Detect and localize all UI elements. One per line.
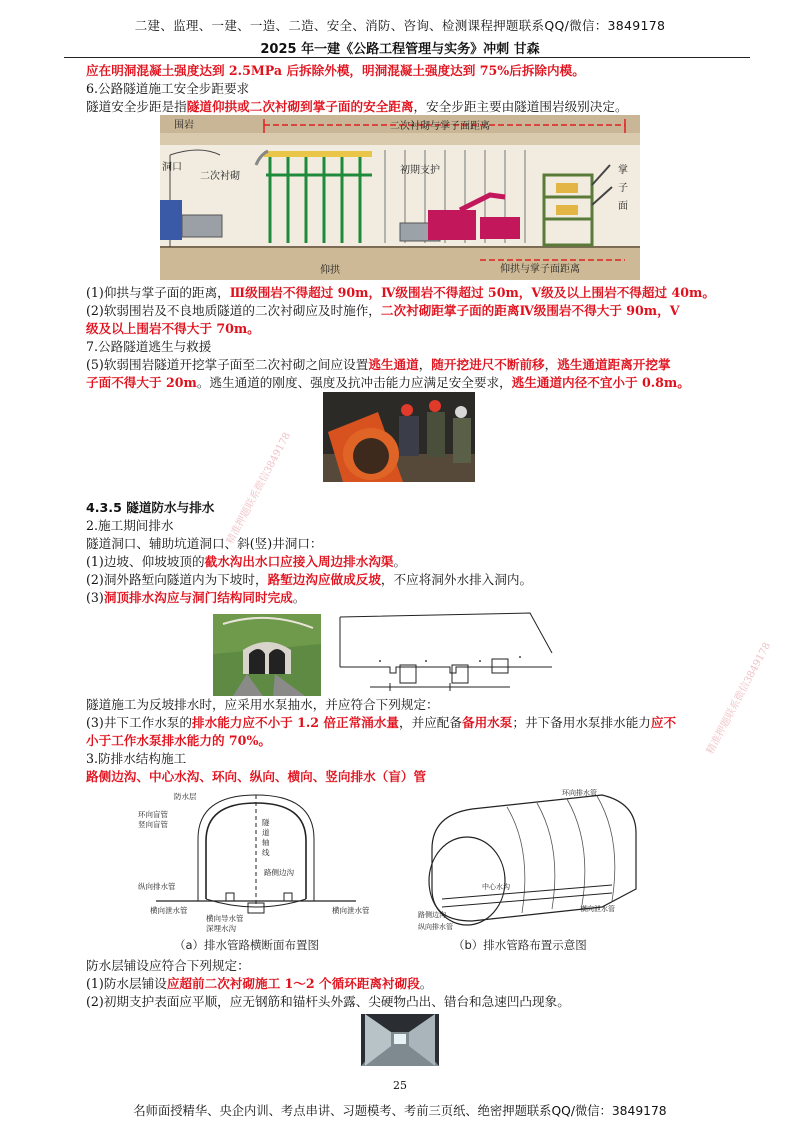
tunnel-portal-photo	[213, 614, 321, 696]
label-a-7: 横向导水管	[206, 914, 244, 923]
caption-a: （a）排水管路横断面布置图	[174, 938, 320, 952]
header-title: 2025 年一建《公路工程管理与实务》冲刺 甘森	[260, 42, 540, 57]
label-face-2: 子	[618, 183, 628, 194]
text-line-1: 应在明洞混凝土强度达到 2.5MPa 后拆除外模，明洞混凝土强度达到 75%后拆除内模。	[86, 63, 585, 78]
label-a-2: 竖向盲管	[138, 820, 168, 829]
label-a-5: 纵向排水管	[138, 882, 176, 891]
text-point-2: (2)软弱围岩及不良地质隧道的二次衬砌应及时施作，二次衬砌距掌子面的距离Ⅳ级围岩不得大于 90m，Ⅴ	[86, 303, 680, 318]
reverse-slope-drainage-diagram	[330, 607, 558, 699]
label-b-3: 纵向排水管	[418, 923, 453, 931]
text-pump-3: (3)井下工作水泵的排水能力应不小于 1.2 倍正常涌水量，并应配备备用水泵；井下备用水泵排水能力应不	[86, 715, 677, 730]
text-drain-1: (1)边坡、仰坡坡顶的截水沟出水口应接入周边排水沟渠。	[86, 554, 407, 569]
header-divider	[64, 57, 750, 58]
label-face-1: 掌	[618, 165, 628, 176]
label-a-9: 横向泄水管	[332, 906, 370, 915]
text-waterproof-rules: 防水层铺设应符合下列规定：	[86, 958, 250, 973]
text-drain-3: (3)洞顶排水沟应与洞门结构同时完成。	[86, 590, 306, 605]
label-secondary-lining: 二次衬砌	[200, 171, 240, 182]
watermark-2: 精准押题联系微信3849178	[704, 640, 774, 757]
label-wall-rock: 围岩	[174, 120, 194, 131]
text-portal-list: 隧道洞口、辅助坑道洞口、斜(竖)井洞口：	[86, 536, 323, 551]
footer-text: 名师面授精华、央企内训、考点串讲、习题模考、考前三页纸、绝密押题联系QQ/微信：3849178	[133, 1104, 667, 1118]
heading-construction-drainage: 2.施工期间排水	[86, 518, 174, 533]
text-drain-2: (2)洞外路堑向隧道内为下坡时，路堑边沟应做成反坡，不应将洞外水排入洞内。	[86, 572, 533, 587]
label-b-0: 环向排水管	[562, 789, 597, 797]
label-a-4: 路侧边沟	[264, 868, 294, 877]
label-primary-support: 初期支护	[400, 165, 440, 176]
label-a-3c: 轴	[262, 838, 270, 847]
label-a-0: 防水层	[174, 792, 197, 801]
tunnel-interior-photo	[361, 1014, 439, 1066]
text-drainage-pipes: 路侧边沟、中心水沟、环向、纵向、横向、竖向排水（盲）管	[86, 769, 427, 784]
label-a-3d: 线	[262, 848, 270, 857]
label-a-1: 环向盲管	[138, 810, 168, 819]
label-a-3: 隧	[262, 818, 270, 827]
drainage-3d-diagram	[412, 789, 642, 935]
label-b-2: 路侧边沟	[418, 911, 446, 919]
escape-pipe-photo	[323, 392, 475, 482]
label-a-8: 深埋水沟	[206, 924, 236, 933]
text-waterproof-2: (2)初期支护表面应平顺，应无钢筋和锚杆头外露、尖硬物凸出、错台和急速凹凸现象。	[86, 994, 570, 1009]
text-safety-distance-def: 隧道安全步距是指隧道仰拱或二次衬砌到掌子面的安全距离，安全步距主要由隧道围岩级别决定。	[86, 99, 628, 114]
watermark-1: 精准押题联系微信3849178	[224, 430, 294, 547]
label-a-6: 横向泄水管	[150, 906, 188, 915]
label-lining-face-distance: 二次衬砌与掌子面距离	[390, 121, 490, 132]
text-point-2-cont: 级及以上围岩不得大于 70m。	[86, 321, 260, 336]
label-face-3: 面	[618, 201, 628, 212]
text-point-1: (1)仰拱与掌子面的距离，Ⅲ级围岩不得超过 90m，Ⅳ级围岩不得超过 50m，Ⅴ级及以上围岩不得超过 40m。	[86, 285, 715, 300]
label-a-3b: 道	[262, 828, 270, 837]
text-point-5: (5)软弱围岩隧道开挖掌子面至二次衬砌之间应设置逃生通道，随开挖进尺不断前移，逃生通道距离开挖掌	[86, 357, 671, 372]
label-invert: 仰拱	[320, 265, 340, 276]
label-portal: 洞口	[162, 162, 182, 173]
heading-escape-rescue: 7.公路隧道逃生与救援	[86, 339, 212, 354]
text-point-5-cont: 子面不得大于 20m。逃生通道的刚度、强度及抗冲击能力应满足安全要求，逃生通道内径不宜小于 0.8m。	[86, 375, 690, 390]
header-top-line: 二建、监理、一建、一造、二造、安全、消防、咨询、检测课程押题联系QQ/微信：3849178	[134, 18, 666, 33]
caption-b: （b）排水管路布置示意图	[453, 938, 587, 952]
drainage-cross-section-diagram	[136, 789, 380, 935]
section-title-waterproof: 4.3.5 隧道防水与排水	[86, 500, 215, 515]
label-b-1: 中心水沟	[482, 883, 510, 891]
heading-safety-distance: 6.公路隧道施工安全步距要求	[86, 81, 250, 96]
label-invert-face-distance: 仰拱与掌子面距离	[500, 264, 580, 275]
label-b-4: 横向泄水管	[580, 905, 615, 913]
text-pump-3-cont: 小于工作水泵排水能力的 70%。	[86, 733, 272, 748]
text-waterproof-1: (1)防水层铺设应超前二次衬砌施工 1～2 个循环距离衬砌段。	[86, 976, 433, 991]
page-number: 25	[393, 1079, 407, 1092]
heading-drainage-structure: 3.防排水结构施工	[86, 751, 187, 766]
tunnel-construction-diagram	[160, 115, 640, 280]
text-pump-rules: 隧道施工为反坡排水时，应采用水泵抽水，并应符合下列规定：	[86, 697, 439, 712]
